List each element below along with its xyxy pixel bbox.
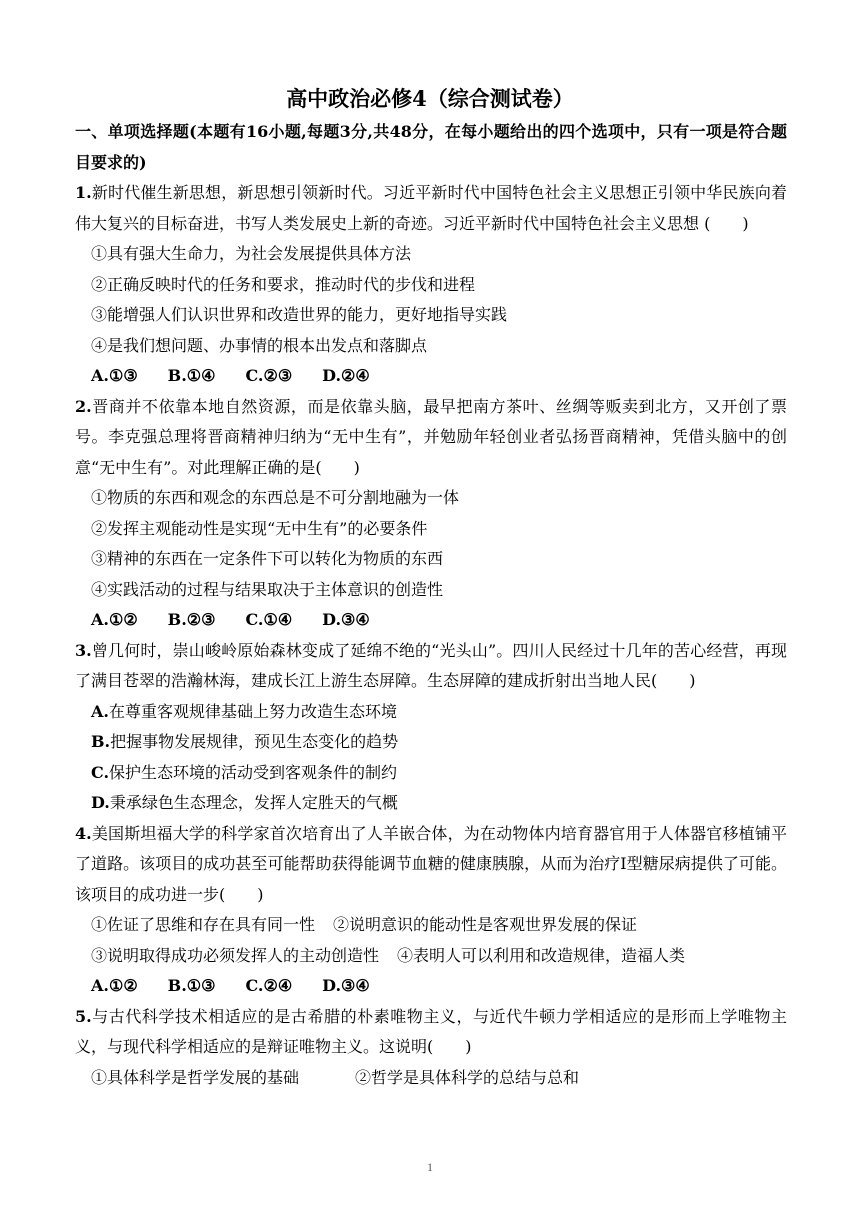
answer-choice-a[interactable]: A.①③: [91, 366, 138, 385]
option-item: ②哲学是具体科学的总结与总和: [355, 1067, 580, 1087]
document-body: [75, 117, 787, 1093]
question-stem-text: 1.新时代催生新思想，新思想引领新时代。习近平新时代中国特色社会主义思想正引领中华民族向着伟大复兴的目标奋进，书写人类发展史上新的奇迹。习近平新时代中国特色社会主义思想 ( ): [75, 183, 787, 233]
option-item: ①具体科学是哲学发展的基础: [91, 1067, 300, 1087]
option-row: [75, 910, 787, 941]
option-item: ③精神的东西在一定条件下可以转化为物质的东西: [91, 549, 444, 568]
option-item: ④是我们想问题、办事情的根本出发点和落脚点: [91, 335, 428, 355]
answer-choice-b[interactable]: B.①④: [167, 366, 216, 385]
question-2: [75, 392, 787, 636]
question-3: [75, 636, 787, 819]
page-number: 1: [427, 1160, 433, 1174]
option-item: ②说明意识的能动性是客观世界发展的保证: [333, 915, 638, 934]
answer-choice-d[interactable]: D.②④: [322, 366, 370, 385]
answer-choice-d[interactable]: D.③④: [322, 610, 370, 629]
option-row: [75, 941, 787, 972]
question-stem: [75, 819, 787, 911]
answer-choice-b[interactable]: B.①③: [167, 976, 216, 995]
option-row: [75, 1063, 787, 1094]
option-item: ②正确反映时代的任务和要求，推动时代的步伐和进程: [91, 274, 476, 294]
answer-choice-d[interactable]: D.秉承绿色生态理念，发挥人定胜天的气概: [91, 793, 398, 812]
question-stem-text: 4.美国斯坦福大学的科学家首次培育出了人羊嵌合体，为在动物体内培育器官用于人体器官移植铺平了道路。该项目的成功甚至可能帮助获得能调节血糖的健康胰腺，从而为治疗I型糖尿病提供了可能。该项目的成功进一步( ): [75, 823, 787, 904]
answer-choice-a[interactable]: A.①②: [91, 610, 138, 629]
option-item: ③能增强人们认识世界和改造世界的能力，更好地指导实践: [91, 305, 508, 324]
question-stem-text: 2.晋商并不依靠本地自然资源，而是依靠头脑，最早把南方茶叶、丝绸等贩卖到北方，又开创了票号。李克强总理将晋商精神归纳为“无中生有”，并勉励年轻创业者弘扬晋商精神，凭借头脑中的创意“无中生有”。对此理解正确的是( ): [75, 396, 787, 477]
option-item: ②发挥主观能动性是实现“无中生有”的必要条件: [91, 518, 428, 538]
answer-choice-d[interactable]: D.③④: [322, 976, 370, 995]
question-1: [75, 178, 787, 392]
question-stem: [75, 178, 787, 239]
option-item: ④表明人可以利用和改造规律，造福人类: [397, 945, 686, 965]
answer-choices: [75, 605, 787, 636]
section-heading: 一、单项选择题(本题有16小题,每题3分,共48分，在每小题给出的四个选项中，只有一项是符合题目要求的): [75, 122, 787, 172]
answer-choice-b[interactable]: B.把握事物发展规律，预见生态变化的趋势: [91, 732, 399, 751]
answer-choice-c[interactable]: C.②③: [245, 366, 293, 385]
question-stem: [75, 636, 787, 697]
answer-choice-c[interactable]: C.②④: [245, 976, 293, 995]
question-5: [75, 1002, 787, 1094]
question-4: [75, 819, 787, 1002]
option-item: ①物质的东西和观念的东西总是不可分割地融为一体: [91, 488, 460, 507]
page-title: 高中政治必修4（综合测试卷）: [286, 86, 574, 111]
answer-choice-c[interactable]: C.①④: [245, 610, 293, 629]
option-item: ①具有强大生命力，为社会发展提供具体方法: [91, 244, 412, 263]
question-stem-text: 5.与古代科学技术相适应的是古希腊的朴素唯物主义，与近代牛顿力学相适应的是形而上学唯物主义，与现代科学相适应的是辩证唯物主义。这说明( ): [75, 1006, 787, 1056]
answer-choice-a[interactable]: A.①②: [91, 976, 138, 995]
answer-choices: [75, 361, 787, 392]
option-item: ①佐证了思维和存在具有同一性: [91, 915, 316, 934]
answer-choice-a[interactable]: A.在尊重客观规律基础上努力改造生态环境: [91, 701, 397, 721]
question-stem: [75, 392, 787, 484]
answer-choice-b[interactable]: B.②③: [167, 610, 216, 629]
answer-choice-c[interactable]: C.保护生态环境的活动受到客观条件的制约: [91, 762, 398, 782]
answer-choices: [75, 971, 787, 1002]
option-item: ③说明取得成功必须发挥人的主动创造性: [91, 945, 380, 965]
question-stem-text: 3.曾几何时，崇山峻岭原始森林变成了延绵不绝的“光头山”。四川人民经过十几年的苦心经营，再现了满目苍翠的浩瀚林海，建成长江上游生态屏障。生态屏障的建成折射出当地人民( ): [75, 640, 787, 690]
option-item: ④实践活动的过程与结果取决于主体意识的创造性: [91, 579, 444, 599]
question-stem: [75, 1002, 787, 1063]
